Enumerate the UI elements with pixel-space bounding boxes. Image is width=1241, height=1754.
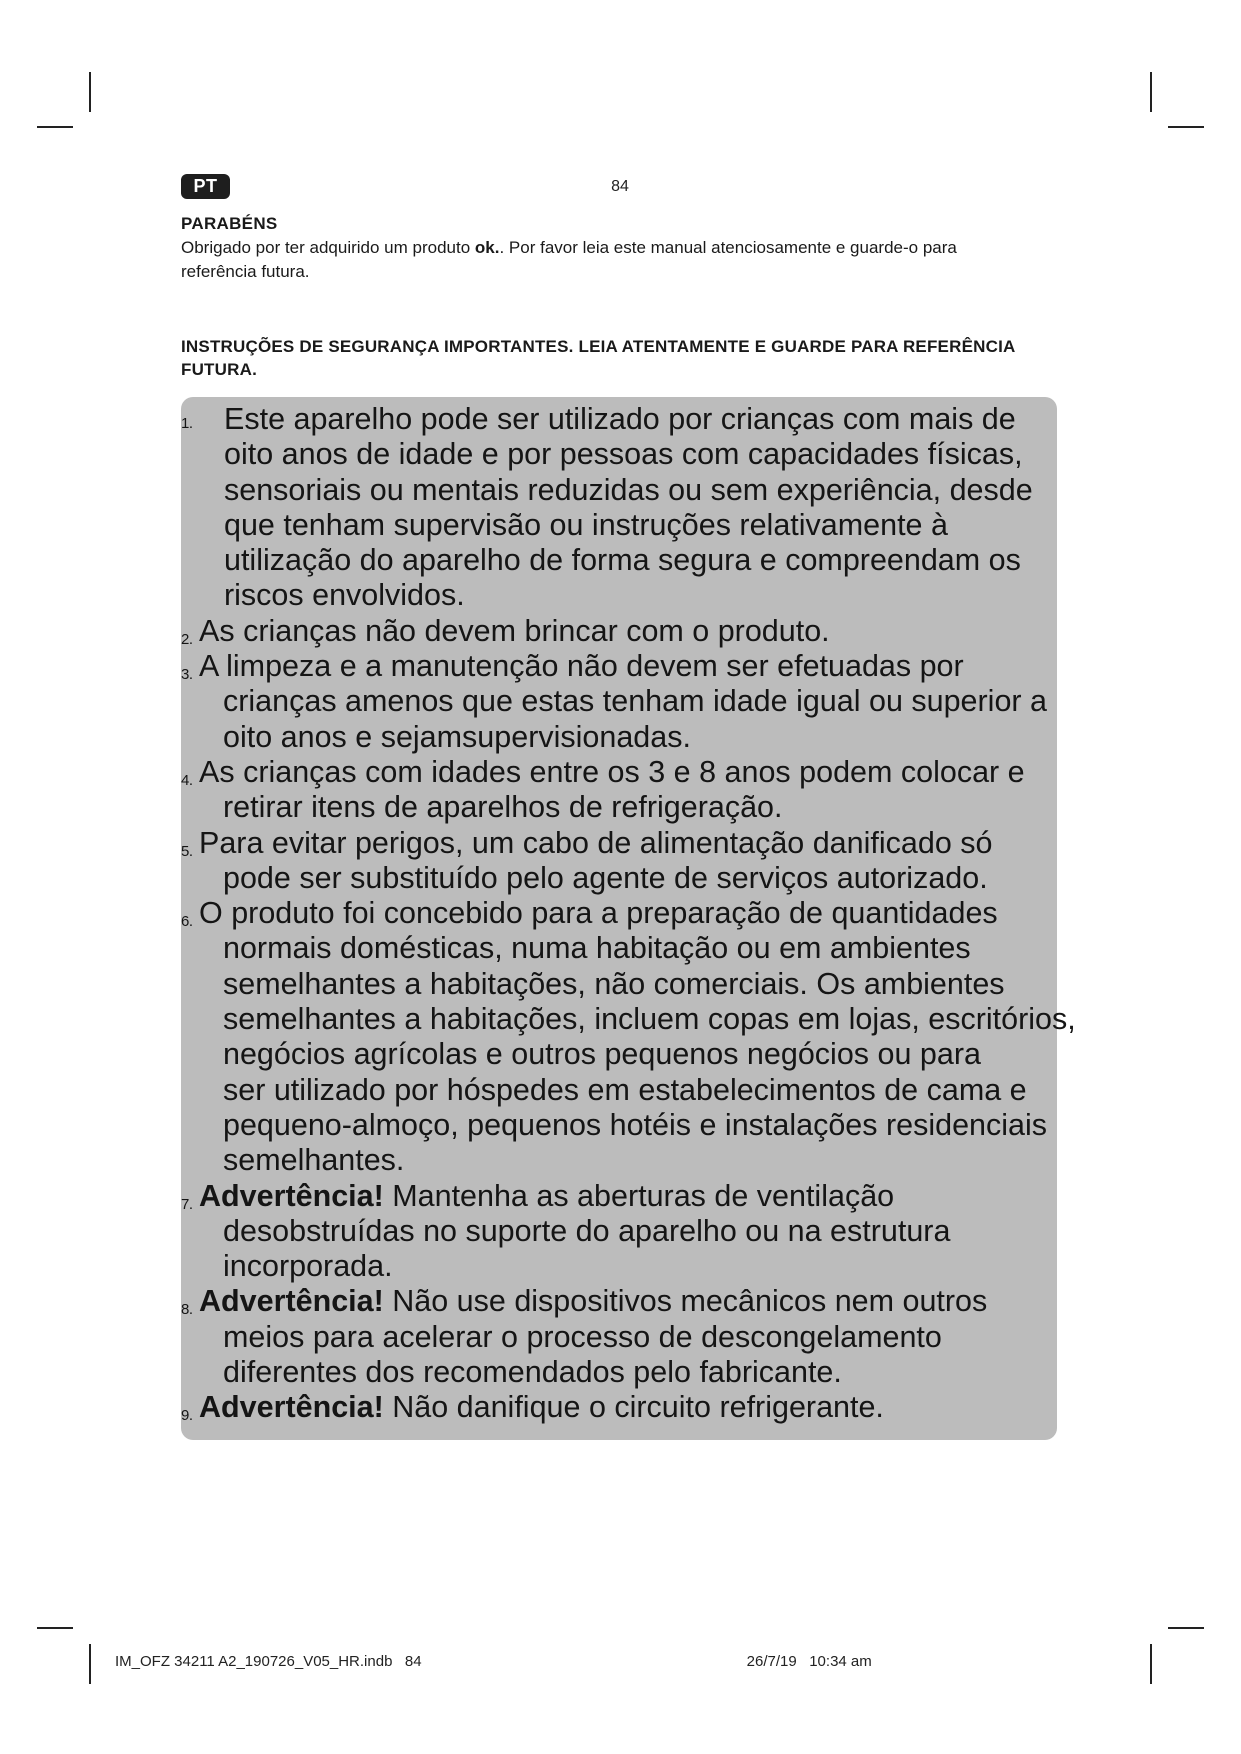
safety-heading [181, 335, 1081, 381]
safety-heading-line1: INSTRUÇÕES DE SEGURANÇA IMPORTANTES. LEIA ATENTAMENTE E GUARDE PARA REFERÊNCIA [181, 337, 1016, 356]
item-line: As crianças com idades entre os 3 e 8 anos podem colocar e [199, 754, 1025, 789]
item-line: crianças amenos que estas tenham idade igual ou superior a [223, 684, 1048, 719]
item-line [199, 1390, 1057, 1425]
item-number: 6. [181, 913, 193, 931]
item-line: incorporada. [223, 1249, 393, 1284]
item-number: 2. [181, 630, 193, 648]
item-line-text: Mantenha as aberturas de ventilação [383, 1178, 895, 1213]
item-number: 4. [181, 771, 193, 789]
item-number: 3. [181, 666, 193, 684]
warning-label: Advertência! [199, 1390, 384, 1425]
item-line: ser utilizado por hóspedes em estabelecimentos de cama e [223, 1072, 1027, 1107]
item-line: A limpeza e a manutenção não devem ser efetuadas por [199, 649, 964, 684]
item-line: O produto foi concebido para a preparação de quantidades [199, 896, 998, 931]
warning-label: Advertência! [199, 1178, 384, 1213]
item-line: utilização do aparelho de forma segura e compreendam os [224, 543, 1021, 578]
item-number: 5. [181, 842, 193, 860]
item-line: Para evitar perigos, um cabo de alimentação danificado só [199, 825, 993, 860]
item-line: riscos envolvidos. [224, 578, 465, 613]
safety-item [181, 614, 1057, 649]
item-number: 9. [181, 1407, 193, 1425]
item-line: que tenham supervisão ou instruções relativamente à [224, 507, 948, 542]
language-badge: PT [181, 174, 230, 199]
safety-item [181, 1179, 1057, 1285]
congrats-text [181, 236, 1081, 284]
item-line: oito anos de idade e por pessoas com capacidades físicas, [224, 437, 1023, 472]
safety-instructions-box [181, 397, 1076, 1440]
safety-item [181, 1390, 1057, 1425]
safety-item [181, 1284, 1057, 1390]
crop-mark [37, 126, 73, 128]
item-line: meios para acelerar o processo de descongelamento [223, 1319, 942, 1354]
congrats-title: PARABÉNS [181, 214, 278, 233]
safety-heading-line2: FUTURA. [181, 360, 257, 379]
crop-mark [37, 1627, 73, 1629]
item-line: semelhantes. [223, 1143, 405, 1178]
safety-item [181, 649, 1057, 755]
crop-mark [1168, 1627, 1204, 1629]
safety-item [181, 755, 1057, 826]
item-line: semelhantes a habitações, incluem copas em lojas, escritórios, [223, 1002, 1076, 1037]
safety-item [181, 896, 1076, 1178]
congrats-text-line2: referência futura. [181, 262, 310, 281]
item-line: retirar itens de aparelhos de refrigeração. [223, 790, 783, 825]
crop-mark [89, 72, 91, 112]
item-line-text: Não danifique o circuito refrigerante. [383, 1390, 884, 1425]
item-line: semelhantes a habitações, não comerciais. Os ambientes [223, 966, 1005, 1001]
item-line: pequeno-almoço, pequenos hotéis e instalações residenciais [223, 1107, 1048, 1142]
item-line: Este aparelho pode ser utilizado por crianças com mais de [224, 402, 1016, 436]
page-number: 84 [611, 178, 629, 195]
warning-label: Advertência! [199, 1284, 384, 1319]
safety-item [181, 826, 1057, 897]
crop-mark [1150, 72, 1152, 112]
item-line: sensoriais ou mentais reduzidas ou sem experiência, desde [224, 472, 1033, 507]
item-line: pode ser substituído pelo agente de serviços autorizado. [223, 860, 988, 895]
item-line: negócios agrícolas e outros pequenos negócios ou para [223, 1037, 981, 1072]
congrats-text-before: Obrigado por ter adquirido um produto [181, 238, 475, 257]
crop-mark [89, 1644, 91, 1684]
item-number: 1. [181, 415, 193, 432]
item-line: oito anos e sejamsupervisionadas. [223, 719, 691, 754]
item-line: diferentes dos recomendados pelo fabricante. [223, 1355, 842, 1390]
safety-item [181, 402, 1057, 614]
item-line: desobstruídas no suporte do aparelho ou na estrutura [223, 1213, 951, 1248]
item-number: 8. [181, 1301, 193, 1319]
item-line: normais domésticas, numa habitação ou em ambientes [223, 931, 971, 966]
brand-name: ok. [474, 238, 500, 257]
item-number: 7. [181, 1195, 193, 1213]
crop-mark [1150, 1644, 1152, 1684]
congrats-text-after: . Por favor leia este manual atenciosamente e guarde-o para [499, 238, 957, 257]
item-line: As crianças não devem brincar com o produto. [199, 613, 830, 648]
crop-mark [1168, 126, 1204, 128]
item-line-text: Não use dispositivos mecânicos nem outros [383, 1284, 988, 1319]
print-file-info: IM_OFZ 34211 A2_190726_V05_HR.indb 84 26/7/19 10:34 am [115, 1653, 872, 1670]
item-line [199, 1179, 1057, 1214]
item-line [199, 1284, 1057, 1319]
